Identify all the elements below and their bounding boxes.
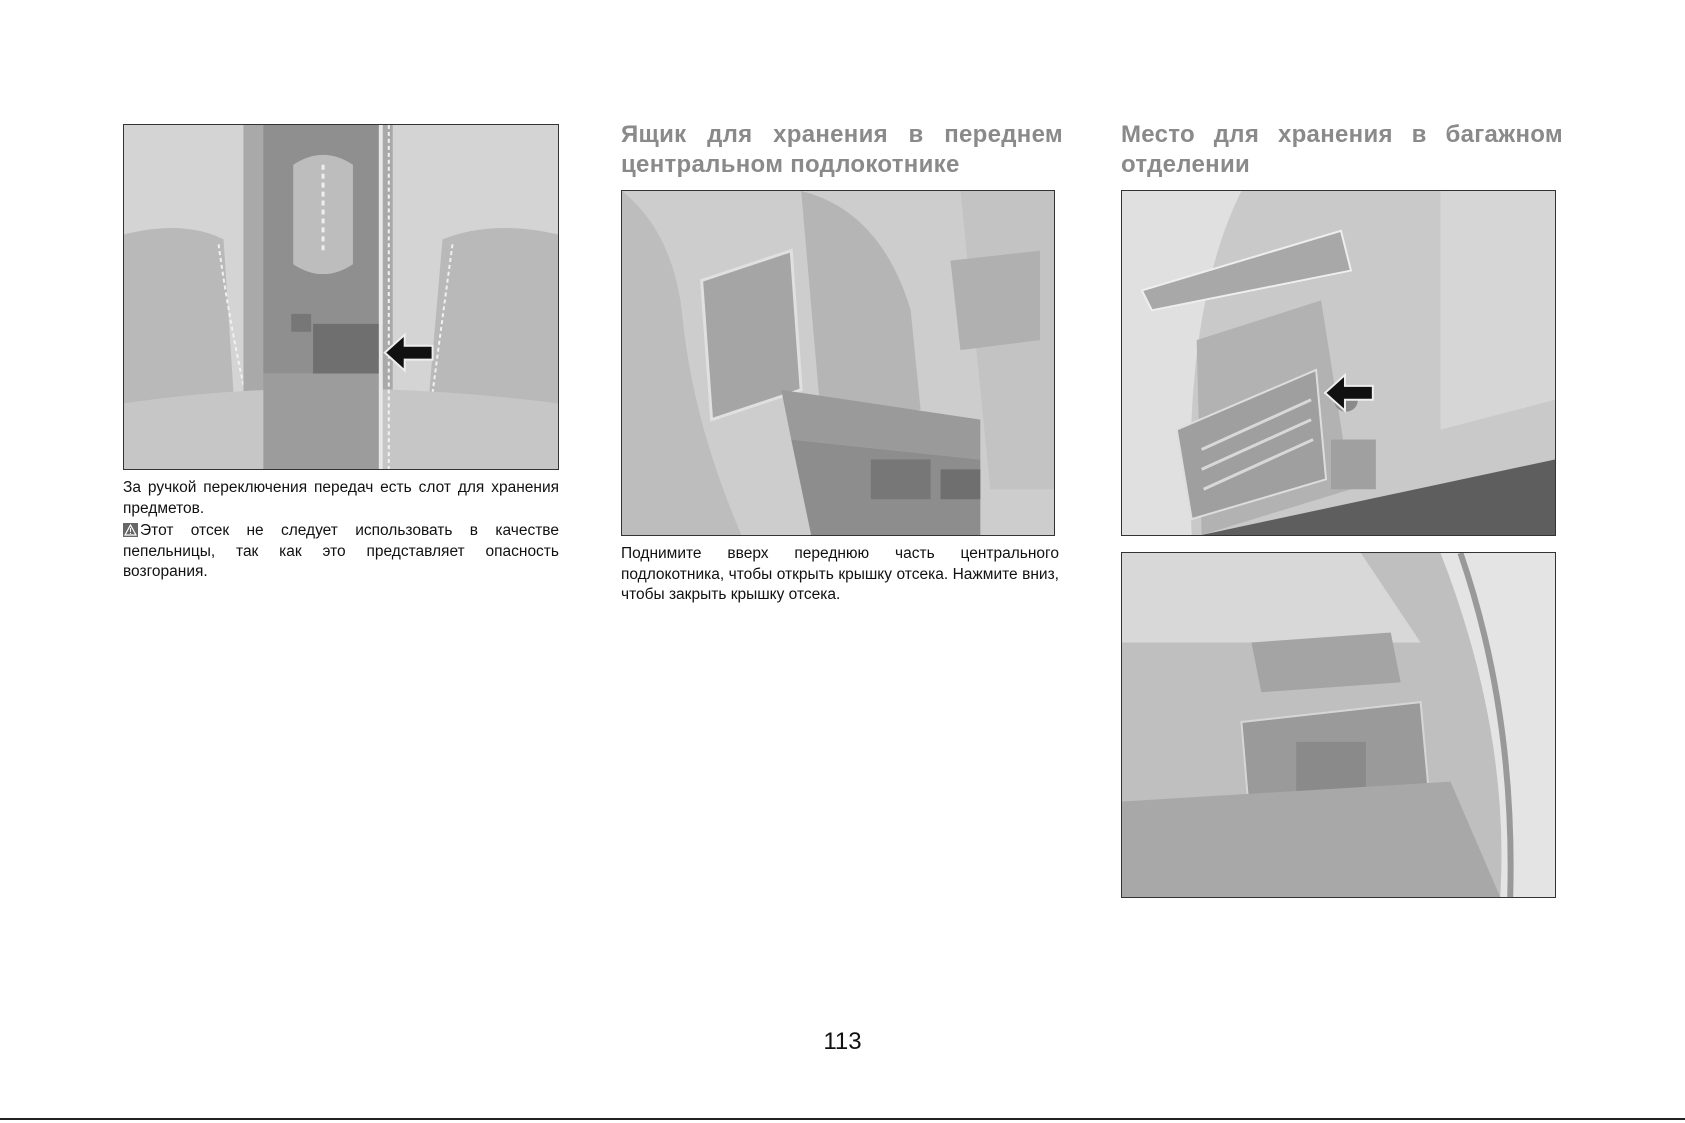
left-caption-2 (123, 521, 559, 583)
trunk-figure-1 (1121, 190, 1556, 536)
trunk-compartment-illustration (1122, 553, 1555, 897)
left-caption-1: За ручкой переключения передач есть слот для хранения предметов. (123, 479, 559, 517)
trunk-figure-2 (1121, 552, 1556, 898)
armrest-illustration (622, 191, 1054, 535)
left-column (123, 124, 559, 583)
middle-column (621, 120, 1063, 606)
armrest-figure (621, 190, 1055, 536)
middle-caption: Поднимите вверх переднюю часть центрального подлокотника, чтобы открыть крышку отсека. Нажмите вниз, чтобы закрыть крышку отсека. (621, 545, 1059, 603)
bottom-rule (0, 1118, 1685, 1120)
middle-heading: Ящик для хранения в переднем центральном подлокотнике (621, 121, 1063, 178)
gear-shifter-illustration (124, 125, 558, 469)
right-heading: Место для хранения в багажном отделении (1121, 121, 1563, 178)
warning-triangle-icon (123, 523, 138, 537)
warning-text: Этот отсек не следует использовать в качестве пепельницы, так как это представляет опасность возгорания. (123, 522, 559, 580)
right-column (1121, 120, 1563, 898)
page-number: 113 (823, 1028, 862, 1055)
gear-shifter-figure (123, 124, 559, 470)
trunk-panel-illustration (1122, 191, 1555, 535)
